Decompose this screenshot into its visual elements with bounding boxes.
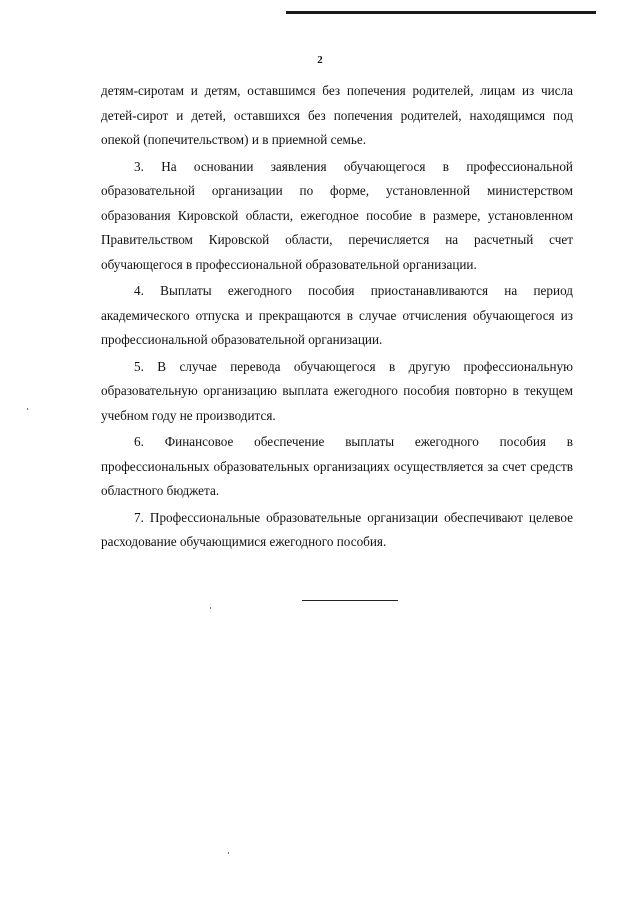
paragraph-item-7: 7. Профессиональные образовательные организации обеспечивают целевое расходование обучающимися ежегодного пособия. [101,509,573,549]
document-body [101,79,573,557]
paragraph-item-3: 3. На основании заявления обучающегося в профессиональной образовательной организации по форме, установленной министерством образования Кировской области, ежегодное пособие в размере, установленном Правительством Кировской области, перечисляется на расчетный счет обучающегося в профессиональной образовательной организации. [101,158,573,272]
paragraph-item-5: 5. В случае перевода обучающегося в другую профессиональную образовательную организацию выплата ежегодного пособия повторно в текущем учебном году не производится. [101,358,573,423]
scan-speck [210,607,211,609]
end-of-text-rule [302,600,398,601]
paragraph-item-6: 6. Финансовое обеспечение выплаты ежегодного пособия в профессиональных образовательных организациях осуществляется за счет средств областного бюджета. [101,434,573,498]
scan-border-line [286,11,596,14]
scan-speck [228,852,229,854]
page-number: 2 [317,54,323,66]
scan-speck [27,408,28,410]
paragraph-item-4: 4. Выплаты ежегодного пособия приостанавливаются на период академического отпуска и прекращаются в случае отчисления обучающегося из профессиональной образовательной организации. [101,283,573,347]
paragraph-continuation: детям-сиротам и детям, оставшимся без попечения родителей, лицам из числа детей-сирот и детей, оставшихся без попечения родителей, находящимся под опекой (попечительством) и в приемной семье. [101,83,573,147]
